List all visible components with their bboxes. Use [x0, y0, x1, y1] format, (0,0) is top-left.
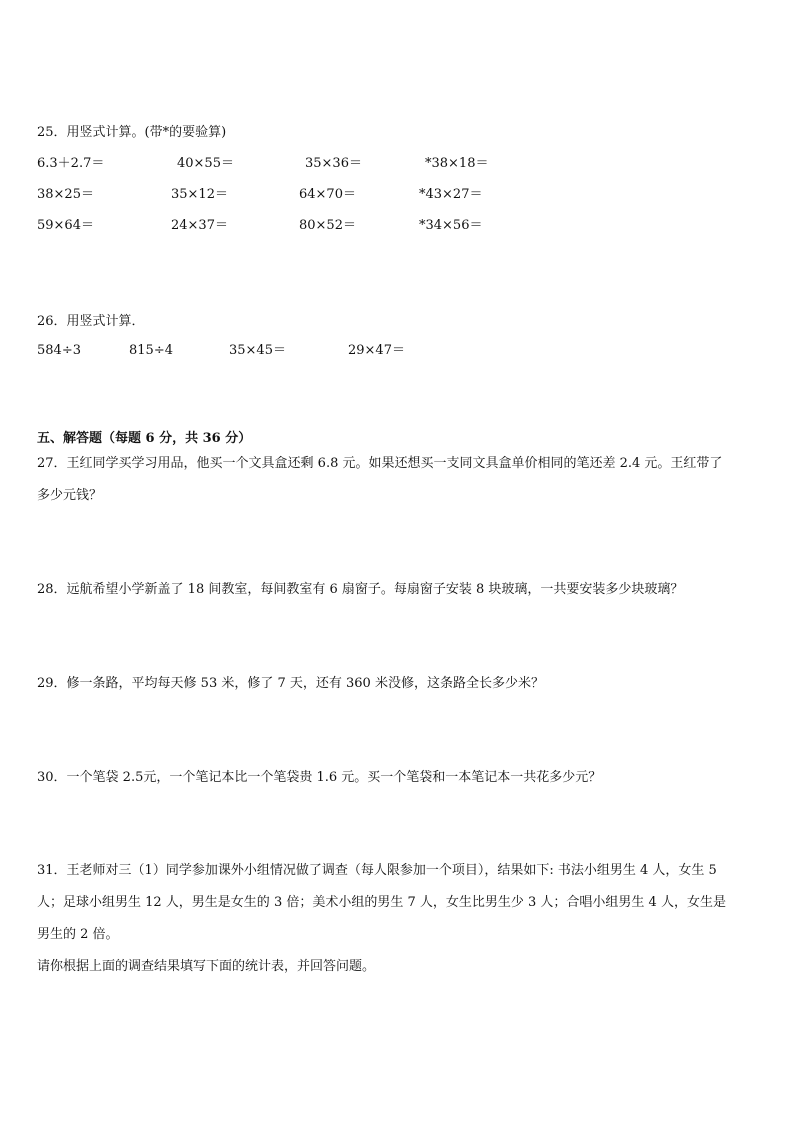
- q26-title: 26．用竖式计算．: [37, 314, 145, 329]
- q25-r2-c3: 64×70＝: [299, 187, 356, 202]
- q31-line-1: 31．王老师对三（1）同学参加课外小组情况做了调查（每人限参加一个项目），结果如下: 书法小组男生 4 人，女生 5: [37, 863, 717, 878]
- q25-title: 25．用竖式计算。(带*的要验算): [37, 125, 227, 140]
- q26-item-4: 29×47＝: [348, 343, 405, 358]
- q30: 30．一个笔袋 2.5元，一个笔记本比一个笔袋贵 1.6 元。买一个笔袋和一本笔记本一共花多少元？: [37, 770, 602, 785]
- q25-r3-c1: 59×64＝: [37, 218, 94, 233]
- q27-line-1: 27．王红同学买学习用品，他买一个文具盒还剩 6.8 元。如果还想买一支同文具盒单价相同的笔还差 2.4 元。王红带了: [37, 456, 723, 471]
- q31-line-2: 人；足球小组男生 12 人，男生是女生的 3 倍；美术小组的男生 7 人，女生比男生少 3 人；合唱小组男生 4 人，女生是: [37, 895, 726, 910]
- q25-r3-c2: 24×37＝: [171, 218, 228, 233]
- q25-r1-c2: 40×55＝: [177, 156, 234, 171]
- q27: [37, 448, 759, 512]
- q25-r2-c2: 35×12＝: [171, 187, 228, 202]
- q25-r3-c3: 80×52＝: [299, 218, 356, 233]
- q31-line-4: 请你根据上面的调查结果填写下面的统计表，并回答问题。: [37, 959, 376, 974]
- q25-r1-c3: 35×36＝: [305, 156, 362, 171]
- q31-line-3: 男生的 2 倍。: [37, 927, 119, 942]
- q27-line-2: 多少元钱？: [37, 488, 103, 503]
- q25-r1-c1: 6.3＋2.7＝: [37, 156, 105, 171]
- q25-r3-c4: *34×56＝: [419, 218, 483, 233]
- q25-r2-c1: 38×25＝: [37, 187, 94, 202]
- q28: 28．远航希望小学新盖了 18 间教室，每间教室有 6 扇窗子。每扇窗子安装 8 块玻璃，一共要安装多少块玻璃？: [37, 582, 684, 597]
- q26-item-3: 35×45＝: [229, 343, 286, 358]
- q26-item-2: 815÷4: [129, 343, 173, 358]
- q25-r2-c4: *43×27＝: [419, 187, 483, 202]
- q31: [37, 855, 759, 983]
- q25-r1-c4: *38×18＝: [425, 156, 489, 171]
- section-heading: 五、解答题（每题 6 分，共 36 分）: [37, 431, 252, 446]
- q26-item-1: 584÷3: [37, 343, 81, 358]
- q29: 29．修一条路，平均每天修 53 米，修了 7 天，还有 360 米没修，这条路全长多少米？: [37, 676, 544, 691]
